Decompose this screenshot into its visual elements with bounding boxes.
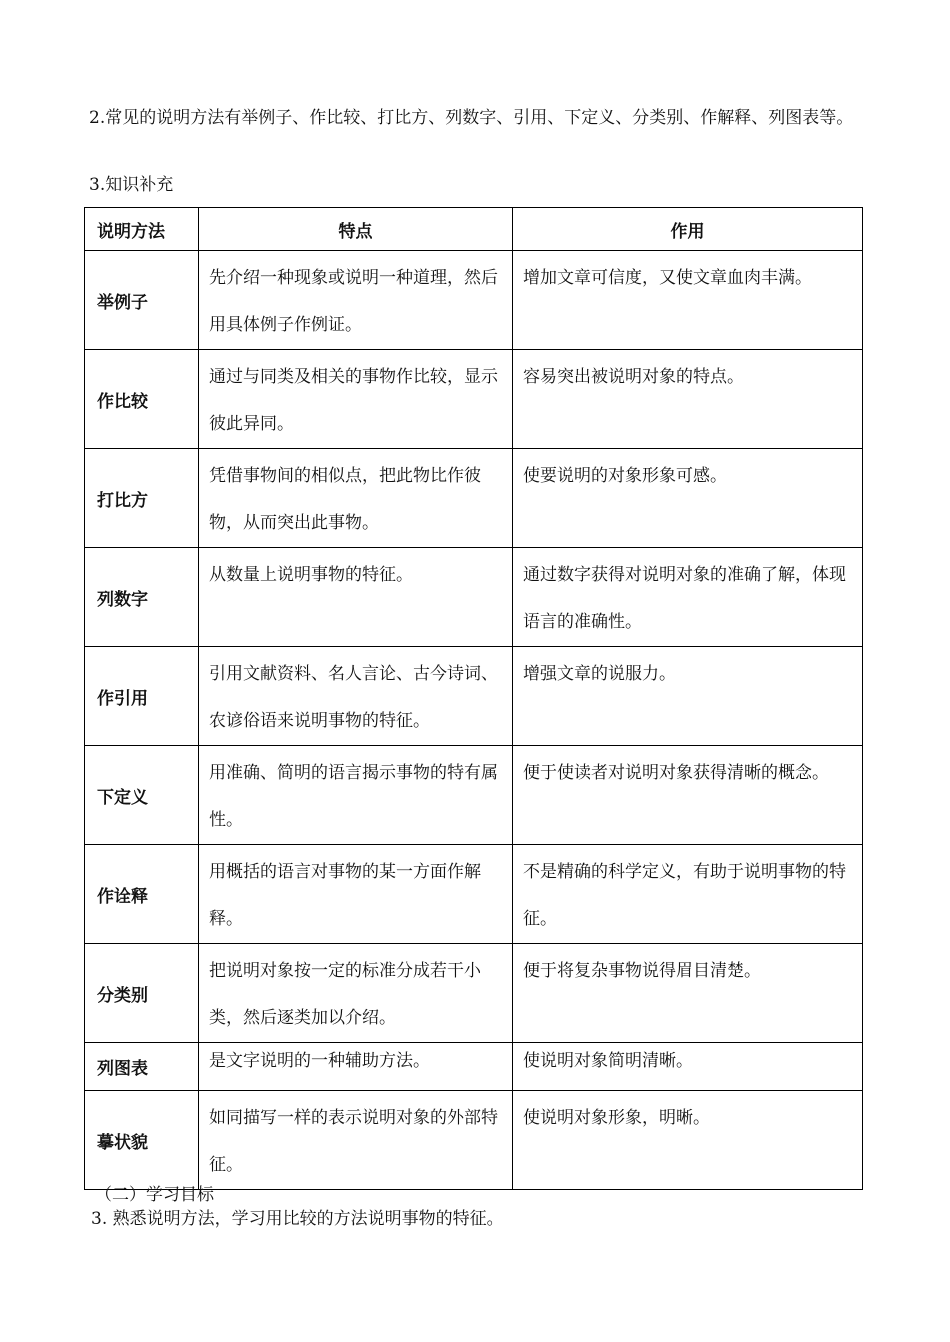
method-cell: 作比较 xyxy=(85,350,199,449)
feature-cell: 如同描写一样的表示说明对象的外部特征。 xyxy=(199,1091,513,1190)
method-cell: 下定义 xyxy=(85,746,199,845)
table-row xyxy=(85,1043,863,1091)
knowledge-supplement-heading: 3.知识补充 xyxy=(89,175,174,195)
effect-cell: 便于将复杂事物说得眉目清楚。 xyxy=(513,944,863,1043)
effect-cell: 使要说明的对象形象可感。 xyxy=(513,449,863,548)
effect-cell: 通过数字获得对说明对象的准确了解，体现语言的准确性。 xyxy=(513,548,863,647)
feature-cell: 从数量上说明事物的特征。 xyxy=(199,548,513,647)
method-cell: 摹状貌 xyxy=(85,1091,199,1190)
feature-cell: 用概括的语言对事物的某一方面作解释。 xyxy=(199,845,513,944)
effect-cell: 容易突出被说明对象的特点。 xyxy=(513,350,863,449)
explanation-methods-table xyxy=(84,207,863,1190)
table-row xyxy=(85,449,863,548)
header-feature: 特点 xyxy=(199,208,513,251)
method-cell: 分类别 xyxy=(85,944,199,1043)
effect-cell: 增加文章可信度，又使文章血肉丰满。 xyxy=(513,251,863,350)
table-row xyxy=(85,251,863,350)
effect-cell: 便于使读者对说明对象获得清晰的概念。 xyxy=(513,746,863,845)
effect-cell: 不是精确的科学定义，有助于说明事物的特征。 xyxy=(513,845,863,944)
feature-cell: 先介绍一种现象或说明一种道理，然后用具体例子作例证。 xyxy=(199,251,513,350)
learning-goal-item: 3. 熟悉说明方法，学习用比较的方法说明事物的特征。 xyxy=(91,1209,504,1229)
table-row xyxy=(85,845,863,944)
feature-cell: 通过与同类及相关的事物作比较，显示彼此异同。 xyxy=(199,350,513,449)
feature-cell: 引用文献资料、名人言论、古今诗词、农谚俗语来说明事物的特征。 xyxy=(199,647,513,746)
table-row xyxy=(85,350,863,449)
table-header-row xyxy=(85,208,863,251)
feature-cell: 是文字说明的一种辅助方法。 xyxy=(199,1043,513,1091)
method-cell: 列数字 xyxy=(85,548,199,647)
table-row xyxy=(85,746,863,845)
table-row xyxy=(85,647,863,746)
method-cell: 作引用 xyxy=(85,647,199,746)
method-cell: 举例子 xyxy=(85,251,199,350)
feature-cell: 用准确、简明的语言揭示事物的特有属性。 xyxy=(199,746,513,845)
header-effect: 作用 xyxy=(513,208,863,251)
effect-cell: 使说明对象形象，明晰。 xyxy=(513,1091,863,1190)
table-row xyxy=(85,944,863,1043)
learning-goals-heading: （二）学习目标 xyxy=(95,1185,214,1205)
header-method: 说明方法 xyxy=(85,208,199,251)
feature-cell: 凭借事物间的相似点，把此物比作彼物，从而突出此事物。 xyxy=(199,449,513,548)
effect-cell: 增强文章的说服力。 xyxy=(513,647,863,746)
method-cell: 列图表 xyxy=(85,1043,199,1091)
effect-cell: 使说明对象简明清晰。 xyxy=(513,1043,863,1091)
intro-paragraph: 2.常见的说明方法有举例子、作比较、打比方、列数字、引用、下定义、分类别、作解释、列图表等。 xyxy=(89,108,854,128)
table-row xyxy=(85,1091,863,1190)
table-row xyxy=(85,548,863,647)
method-cell: 作诠释 xyxy=(85,845,199,944)
feature-cell: 把说明对象按一定的标准分成若干小类，然后逐类加以介绍。 xyxy=(199,944,513,1043)
method-cell: 打比方 xyxy=(85,449,199,548)
